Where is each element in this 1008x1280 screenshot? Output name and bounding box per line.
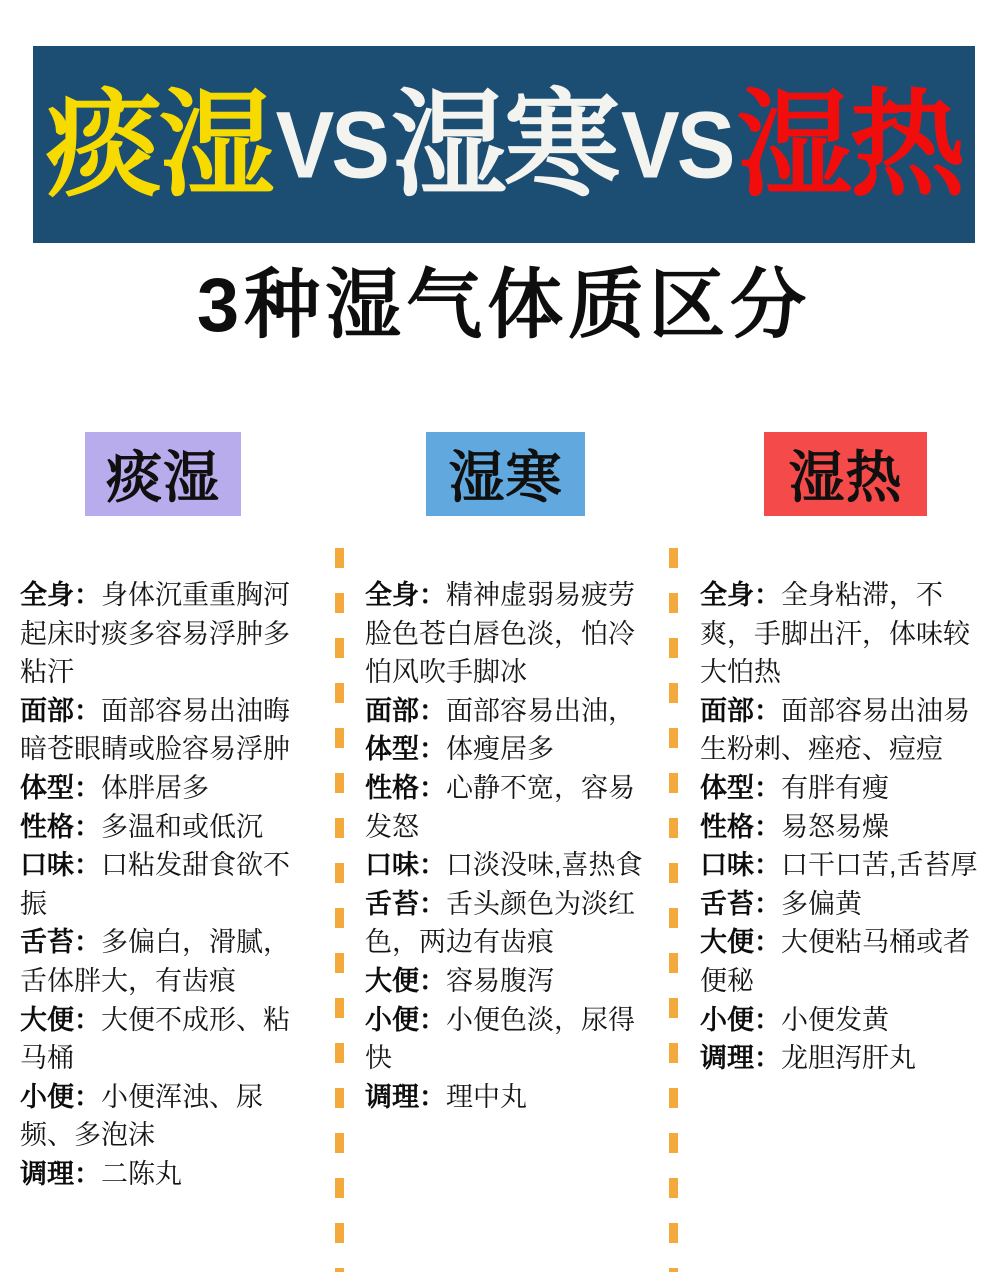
column-header-shire: 湿热 [764, 432, 927, 516]
trait-text: 二陈丸 [101, 1158, 182, 1189]
trait-item [700, 846, 989, 885]
trait-text: 体胖居多 [101, 772, 209, 803]
trait-label: 大便： [700, 927, 781, 958]
trait-label: 小便： [700, 1004, 781, 1035]
trait-text: 面部容易出油晦暗苍眼睛或脸容易浮肿 [20, 695, 290, 765]
trait-item [365, 769, 658, 846]
column-header-shihan: 湿寒 [426, 432, 585, 516]
trait-label: 口味： [365, 850, 446, 881]
trait-item [700, 808, 989, 847]
trait-label: 全身： [20, 580, 101, 610]
trait-text: 口干口苦,舌苔厚 [781, 850, 978, 881]
trait-label: 舌苔： [700, 888, 781, 919]
trait-item [20, 846, 314, 923]
trait-label: 大便： [365, 965, 446, 996]
trait-item [365, 576, 658, 692]
banner-term-shihan: 湿寒 [391, 79, 617, 210]
trait-item [365, 1001, 658, 1078]
trait-text: 口粘发甜食欲不振 [20, 850, 290, 919]
trait-text: 小便浑浊、尿频、多泡沫 [20, 1081, 263, 1151]
trait-item [365, 962, 658, 1001]
trait-text: 龙胆泻肝丸 [781, 1043, 916, 1074]
trait-label: 性格： [700, 811, 781, 842]
trait-text: 口淡没味,喜热食 [446, 850, 643, 881]
trait-text: 大便不成形、粘马桶 [20, 1004, 290, 1074]
page-title: 3种湿气体质区分 [196, 263, 812, 348]
trait-label: 口味： [20, 850, 101, 881]
trait-label: 小便： [20, 1081, 101, 1112]
trait-text: 体瘦居多 [446, 734, 554, 765]
trait-text: 小便发黄 [781, 1004, 889, 1035]
trait-text: 多偏白，滑腻，舌体胖大，有齿痕 [20, 927, 290, 996]
trait-item [365, 1078, 658, 1117]
trait-item [700, 576, 989, 692]
trait-item [365, 846, 658, 885]
trait-item [20, 692, 314, 769]
trait-label: 面部： [700, 695, 781, 726]
trait-item [700, 1001, 989, 1040]
trait-item [700, 692, 989, 769]
trait-text: 全身粘滞，不爽，手脚出汗，体味较大怕热 [700, 580, 970, 688]
trait-label: 调理： [700, 1043, 781, 1074]
trait-label: 体型： [700, 772, 781, 803]
trait-item [700, 885, 989, 924]
trait-item [20, 1001, 314, 1078]
column-shihan [365, 576, 658, 1116]
dashed-divider-left [335, 548, 344, 1272]
trait-item [700, 923, 989, 1000]
trait-item [20, 769, 314, 808]
trait-text: 易怒易燥 [781, 811, 889, 842]
trait-item [20, 576, 314, 692]
trait-text: 精神虚弱易疲劳脸色苍白唇色淡，怕冷怕风吹手脚冰 [365, 580, 635, 688]
trait-item [365, 692, 658, 731]
title-banner [33, 46, 975, 243]
banner-term-shire: 湿热 [736, 79, 963, 210]
trait-text: 多偏黄 [781, 888, 862, 919]
trait-item [365, 885, 658, 962]
trait-text: 大便粘马桶或者便秘 [700, 927, 970, 996]
trait-label: 调理： [20, 1158, 101, 1189]
trait-item [700, 769, 989, 808]
trait-item [20, 808, 314, 847]
trait-item [20, 923, 314, 1000]
trait-label: 全身： [365, 580, 446, 610]
trait-label: 面部： [20, 695, 101, 726]
trait-item [20, 1155, 314, 1194]
trait-item [700, 1039, 989, 1078]
trait-label: 性格： [365, 772, 446, 803]
column-tanshi [20, 576, 314, 1194]
column-header-tanshi: 痰湿 [85, 432, 241, 516]
column-shire [700, 576, 989, 1078]
trait-label: 调理： [365, 1081, 446, 1112]
trait-label: 舌苔： [20, 927, 101, 958]
trait-text: 理中丸 [446, 1081, 527, 1112]
banner-term-tanshi: 痰湿 [45, 79, 272, 210]
trait-label: 口味： [700, 850, 781, 881]
dashed-divider-right [669, 548, 678, 1272]
trait-label: 面部： [365, 695, 446, 726]
banner-vs-2: VS [621, 90, 733, 198]
trait-text: 多温和或低沉 [101, 811, 263, 842]
trait-label: 大便： [20, 1004, 101, 1035]
trait-text: 心静不宽，容易发怒 [365, 772, 635, 842]
trait-text: 舌头颜色为淡红色，两边有齿痕 [365, 888, 635, 958]
trait-label: 舌苔： [365, 888, 446, 919]
trait-label: 体型： [365, 734, 446, 765]
trait-text: 有胖有瘦 [781, 772, 889, 803]
trait-label: 小便： [365, 1004, 446, 1035]
trait-text: 面部容易出油， [446, 695, 635, 726]
banner-vs-1: VS [275, 90, 387, 198]
trait-item [365, 730, 658, 769]
trait-label: 性格： [20, 811, 101, 842]
trait-label: 体型： [20, 772, 101, 803]
trait-text: 身体沉重重胸河起床时痰多容易浮肿多粘汗 [20, 580, 290, 688]
trait-text: 小便色淡，尿得快 [365, 1004, 635, 1074]
trait-text: 面部容易出油易生粉刺、痤疮、痘痘 [700, 695, 970, 765]
trait-label: 全身： [700, 580, 781, 610]
trait-item [20, 1078, 314, 1155]
trait-text: 容易腹泻 [446, 965, 554, 996]
